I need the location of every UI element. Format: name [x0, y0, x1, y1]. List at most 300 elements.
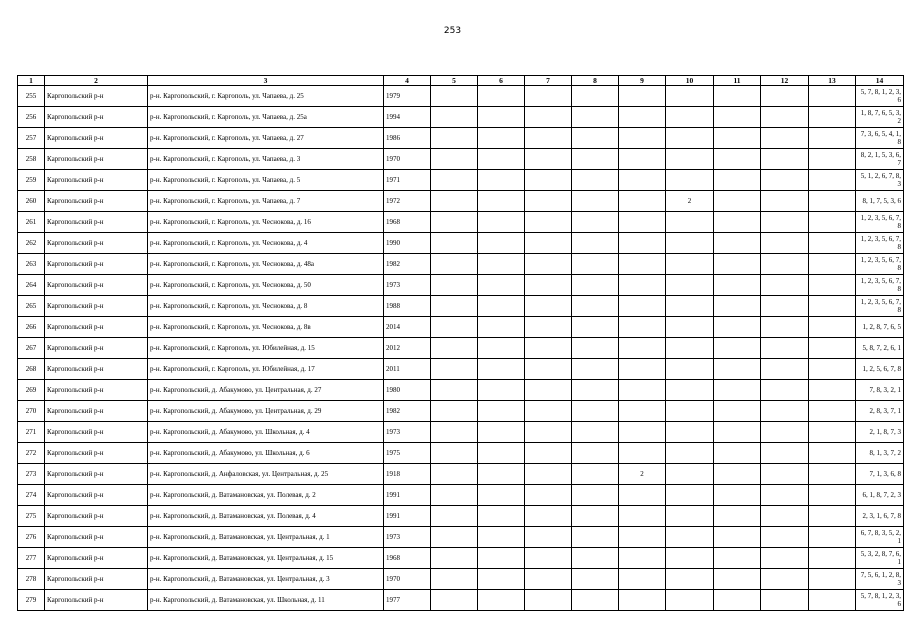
cell-year: 1971	[384, 170, 431, 191]
column-header: 9	[619, 76, 666, 86]
cell-row-number: 268	[18, 359, 45, 380]
cell-col-12	[761, 443, 809, 464]
cell-col-9	[619, 296, 666, 317]
cell-col-9	[619, 233, 666, 254]
cell-col-5	[431, 527, 478, 548]
cell-col-5	[431, 338, 478, 359]
cell-district: Каргопольский р-н	[45, 506, 148, 527]
cell-col-8	[572, 107, 619, 128]
cell-col-11	[714, 170, 761, 191]
cell-col-13	[809, 548, 856, 569]
cell-col-5	[431, 275, 478, 296]
cell-row-number: 260	[18, 191, 45, 212]
table-row	[18, 107, 904, 128]
cell-col-14: 7, 8, 3, 2, 1	[856, 380, 904, 401]
cell-address: р-н. Каргопольский, д. Ватамановская, ул. Школьная, д. 11	[148, 590, 384, 611]
cell-row-number: 258	[18, 149, 45, 170]
cell-col-10	[666, 170, 714, 191]
cell-col-10	[666, 548, 714, 569]
table-row	[18, 233, 904, 254]
table-row	[18, 149, 904, 170]
cell-col-7	[525, 569, 572, 590]
cell-col-12	[761, 275, 809, 296]
cell-col-13	[809, 275, 856, 296]
cell-row-number: 269	[18, 380, 45, 401]
cell-col-9	[619, 359, 666, 380]
cell-col-5	[431, 380, 478, 401]
cell-year: 1968	[384, 548, 431, 569]
cell-col-7	[525, 128, 572, 149]
cell-col-7	[525, 443, 572, 464]
cell-col-14: 1, 2, 3, 5, 6, 7, 8	[856, 275, 904, 296]
cell-address: р-н. Каргопольский, д. Ватамановская, ул. Центральная, д. 3	[148, 569, 384, 590]
cell-year: 1994	[384, 107, 431, 128]
column-header: 8	[572, 76, 619, 86]
cell-col-6	[478, 401, 525, 422]
cell-col-7	[525, 338, 572, 359]
cell-col-13	[809, 86, 856, 107]
cell-col-10	[666, 485, 714, 506]
cell-col-6	[478, 212, 525, 233]
cell-year: 1918	[384, 464, 431, 485]
cell-year: 1973	[384, 275, 431, 296]
cell-col-11	[714, 254, 761, 275]
cell-year: 1973	[384, 527, 431, 548]
cell-col-6	[478, 275, 525, 296]
cell-district: Каргопольский р-н	[45, 464, 148, 485]
table-row	[18, 443, 904, 464]
cell-col-13	[809, 254, 856, 275]
cell-col-14: 8, 1, 7, 5, 3, 6	[856, 191, 904, 212]
cell-col-8	[572, 275, 619, 296]
cell-col-9	[619, 527, 666, 548]
cell-col-6	[478, 170, 525, 191]
cell-col-9	[619, 380, 666, 401]
cell-col-12	[761, 380, 809, 401]
cell-district: Каргопольский р-н	[45, 191, 148, 212]
cell-col-6	[478, 338, 525, 359]
cell-col-13	[809, 128, 856, 149]
cell-district: Каргопольский р-н	[45, 275, 148, 296]
cell-col-10	[666, 86, 714, 107]
cell-address: р-н. Каргопольский, д. Абакумово, ул. Школьная, д. 6	[148, 443, 384, 464]
cell-col-12	[761, 149, 809, 170]
cell-col-12	[761, 296, 809, 317]
cell-address: р-н. Каргопольский, г. Каргополь, ул. Чеснокова, д. 48а	[148, 254, 384, 275]
cell-col-8	[572, 149, 619, 170]
cell-col-13	[809, 233, 856, 254]
cell-col-9	[619, 317, 666, 338]
cell-district: Каргопольский р-н	[45, 296, 148, 317]
cell-col-12	[761, 128, 809, 149]
cell-col-9	[619, 254, 666, 275]
cell-col-11	[714, 485, 761, 506]
cell-col-13	[809, 401, 856, 422]
cell-col-14: 5, 7, 8, 1, 2, 3, 6	[856, 86, 904, 107]
cell-col-14: 1, 2, 3, 5, 6, 7, 8	[856, 212, 904, 233]
cell-col-7	[525, 527, 572, 548]
table-row	[18, 485, 904, 506]
cell-col-6	[478, 422, 525, 443]
cell-col-5	[431, 317, 478, 338]
cell-district: Каргопольский р-н	[45, 128, 148, 149]
cell-row-number: 274	[18, 485, 45, 506]
cell-col-11	[714, 590, 761, 611]
cell-col-12	[761, 527, 809, 548]
cell-col-9	[619, 548, 666, 569]
cell-col-8	[572, 128, 619, 149]
cell-district: Каргопольский р-н	[45, 485, 148, 506]
cell-col-9	[619, 170, 666, 191]
cell-col-14: 1, 2, 3, 5, 6, 7, 8	[856, 296, 904, 317]
cell-col-11	[714, 212, 761, 233]
cell-col-12	[761, 107, 809, 128]
cell-col-5	[431, 191, 478, 212]
cell-col-14: 7, 3, 6, 5, 4, 1, 8	[856, 128, 904, 149]
cell-col-5	[431, 212, 478, 233]
cell-col-12	[761, 359, 809, 380]
cell-col-5	[431, 506, 478, 527]
cell-col-8	[572, 422, 619, 443]
cell-col-7	[525, 107, 572, 128]
cell-col-5	[431, 254, 478, 275]
cell-row-number: 255	[18, 86, 45, 107]
cell-col-8	[572, 170, 619, 191]
cell-year: 1988	[384, 296, 431, 317]
cell-col-13	[809, 527, 856, 548]
cell-address: р-н. Каргопольский, г. Каргополь, ул. Чеснокова, д. 16	[148, 212, 384, 233]
page-number: 253	[443, 26, 462, 36]
cell-col-14: 5, 7, 8, 1, 2, 3, 6	[856, 590, 904, 611]
cell-col-6	[478, 464, 525, 485]
cell-col-13	[809, 149, 856, 170]
cell-col-6	[478, 443, 525, 464]
cell-col-14: 5, 1, 2, 6, 7, 8, 3	[856, 170, 904, 191]
cell-district: Каргопольский р-н	[45, 149, 148, 170]
cell-year: 1972	[384, 191, 431, 212]
cell-year: 1970	[384, 569, 431, 590]
cell-col-12	[761, 401, 809, 422]
cell-col-13	[809, 296, 856, 317]
column-header: 11	[714, 76, 761, 86]
cell-row-number: 267	[18, 338, 45, 359]
cell-col-10	[666, 254, 714, 275]
table-row	[18, 548, 904, 569]
cell-row-number: 277	[18, 548, 45, 569]
cell-district: Каргопольский р-н	[45, 254, 148, 275]
cell-col-11	[714, 296, 761, 317]
cell-col-14: 6, 7, 8, 3, 5, 2, 1	[856, 527, 904, 548]
cell-col-13	[809, 191, 856, 212]
cell-col-9	[619, 338, 666, 359]
cell-col-7	[525, 359, 572, 380]
cell-col-6	[478, 506, 525, 527]
cell-address: р-н. Каргопольский, г. Каргополь, ул. Чапаева, д. 3	[148, 149, 384, 170]
header-row	[18, 76, 904, 86]
column-header: 3	[148, 76, 384, 86]
table-row	[18, 338, 904, 359]
cell-col-5	[431, 233, 478, 254]
cell-district: Каргопольский р-н	[45, 443, 148, 464]
cell-col-14: 1, 8, 7, 6, 5, 3, 2	[856, 107, 904, 128]
cell-col-14: 6, 1, 8, 7, 2, 3	[856, 485, 904, 506]
cell-address: р-н. Каргопольский, д. Абакумово, ул. Центральная, д. 29	[148, 401, 384, 422]
cell-year: 1986	[384, 128, 431, 149]
cell-col-12	[761, 254, 809, 275]
cell-col-8	[572, 506, 619, 527]
cell-col-7	[525, 590, 572, 611]
cell-col-8	[572, 380, 619, 401]
cell-col-14: 1, 2, 5, 6, 7, 8	[856, 359, 904, 380]
cell-row-number: 256	[18, 107, 45, 128]
cell-district: Каргопольский р-н	[45, 212, 148, 233]
cell-row-number: 259	[18, 170, 45, 191]
cell-district: Каргопольский р-н	[45, 170, 148, 191]
cell-col-9	[619, 191, 666, 212]
cell-col-8	[572, 317, 619, 338]
cell-year: 1973	[384, 422, 431, 443]
cell-col-13	[809, 359, 856, 380]
cell-col-5	[431, 485, 478, 506]
cell-row-number: 278	[18, 569, 45, 590]
cell-col-10	[666, 380, 714, 401]
cell-year: 1990	[384, 233, 431, 254]
cell-year: 1991	[384, 485, 431, 506]
cell-col-6	[478, 380, 525, 401]
cell-col-7	[525, 548, 572, 569]
cell-col-11	[714, 107, 761, 128]
table-row	[18, 569, 904, 590]
cell-col-8	[572, 569, 619, 590]
cell-col-6	[478, 590, 525, 611]
cell-col-11	[714, 380, 761, 401]
cell-col-12	[761, 569, 809, 590]
table-row	[18, 527, 904, 548]
cell-col-11	[714, 338, 761, 359]
cell-col-14: 1, 2, 3, 5, 6, 7, 8	[856, 254, 904, 275]
cell-col-9	[619, 128, 666, 149]
cell-col-10	[666, 338, 714, 359]
cell-col-5	[431, 359, 478, 380]
cell-col-13	[809, 212, 856, 233]
cell-col-8	[572, 212, 619, 233]
cell-col-14: 5, 3, 2, 8, 7, 6, 1	[856, 548, 904, 569]
cell-col-8	[572, 338, 619, 359]
table-row	[18, 401, 904, 422]
cell-row-number: 279	[18, 590, 45, 611]
cell-col-14: 1, 2, 8, 7, 6, 5	[856, 317, 904, 338]
cell-col-14: 1, 2, 3, 5, 6, 7, 8	[856, 233, 904, 254]
cell-col-12	[761, 506, 809, 527]
cell-col-7	[525, 464, 572, 485]
cell-col-11	[714, 128, 761, 149]
cell-col-12	[761, 464, 809, 485]
cell-row-number: 261	[18, 212, 45, 233]
cell-col-6	[478, 191, 525, 212]
table-row	[18, 359, 904, 380]
cell-col-12	[761, 233, 809, 254]
column-header: 12	[761, 76, 809, 86]
cell-year: 1991	[384, 506, 431, 527]
cell-col-10	[666, 422, 714, 443]
cell-col-14: 7, 5, 6, 1, 2, 8, 3	[856, 569, 904, 590]
cell-address: р-н. Каргопольский, г. Каргополь, ул. Юбилейная, д. 15	[148, 338, 384, 359]
cell-col-9	[619, 86, 666, 107]
cell-district: Каргопольский р-н	[45, 107, 148, 128]
cell-row-number: 257	[18, 128, 45, 149]
cell-col-13	[809, 590, 856, 611]
cell-col-10	[666, 590, 714, 611]
cell-col-11	[714, 401, 761, 422]
cell-col-14: 2, 8, 3, 7, 1	[856, 401, 904, 422]
table-row	[18, 128, 904, 149]
cell-address: р-н. Каргопольский, д. Ватамановская, ул. Центральная, д. 15	[148, 548, 384, 569]
cell-col-12	[761, 317, 809, 338]
cell-col-6	[478, 296, 525, 317]
table-row	[18, 254, 904, 275]
cell-col-11	[714, 359, 761, 380]
cell-col-12	[761, 191, 809, 212]
cell-col-13	[809, 485, 856, 506]
cell-district: Каргопольский р-н	[45, 338, 148, 359]
cell-col-13	[809, 338, 856, 359]
cell-col-11	[714, 233, 761, 254]
cell-col-8	[572, 359, 619, 380]
cell-address: р-н. Каргопольский, г. Каргополь, ул. Чапаева, д. 25а	[148, 107, 384, 128]
cell-address: р-н. Каргопольский, д. Анфаловская, ул. Центральная, д. 25	[148, 464, 384, 485]
cell-col-8	[572, 548, 619, 569]
cell-col-10	[666, 569, 714, 590]
cell-col-7	[525, 191, 572, 212]
cell-col-8	[572, 233, 619, 254]
cell-col-11	[714, 464, 761, 485]
cell-row-number: 265	[18, 296, 45, 317]
cell-col-7	[525, 212, 572, 233]
cell-district: Каргопольский р-н	[45, 590, 148, 611]
cell-col-13	[809, 506, 856, 527]
cell-col-5	[431, 86, 478, 107]
cell-col-10	[666, 317, 714, 338]
cell-col-9	[619, 149, 666, 170]
cell-row-number: 275	[18, 506, 45, 527]
cell-col-9	[619, 107, 666, 128]
table-row	[18, 317, 904, 338]
cell-col-8	[572, 401, 619, 422]
cell-col-10	[666, 464, 714, 485]
cell-col-12	[761, 548, 809, 569]
cell-year: 2014	[384, 317, 431, 338]
cell-col-5	[431, 569, 478, 590]
cell-col-10	[666, 527, 714, 548]
cell-year: 1979	[384, 86, 431, 107]
cell-address: р-н. Каргопольский, г. Каргополь, ул. Чапаева, д. 25	[148, 86, 384, 107]
cell-col-6	[478, 86, 525, 107]
cell-col-7	[525, 506, 572, 527]
cell-district: Каргопольский р-н	[45, 527, 148, 548]
cell-col-8	[572, 296, 619, 317]
cell-col-11	[714, 548, 761, 569]
cell-year: 1975	[384, 443, 431, 464]
cell-address: р-н. Каргопольский, д. Ватамановская, ул. Центральная, д. 1	[148, 527, 384, 548]
cell-col-5	[431, 422, 478, 443]
cell-address: р-н. Каргопольский, д. Абакумово, ул. Школьная, д. 4	[148, 422, 384, 443]
cell-col-14: 5, 8, 7, 2, 6, 1	[856, 338, 904, 359]
cell-col-14: 8, 2, 1, 5, 3, 6, 7	[856, 149, 904, 170]
cell-col-7	[525, 233, 572, 254]
cell-col-11	[714, 86, 761, 107]
cell-col-12	[761, 212, 809, 233]
cell-row-number: 263	[18, 254, 45, 275]
cell-col-11	[714, 275, 761, 296]
cell-col-10	[666, 401, 714, 422]
cell-row-number: 271	[18, 422, 45, 443]
cell-col-10	[666, 443, 714, 464]
cell-col-12	[761, 422, 809, 443]
cell-col-5	[431, 401, 478, 422]
table-row	[18, 590, 904, 611]
cell-address: р-н. Каргопольский, г. Каргополь, ул. Чапаева, д. 7	[148, 191, 384, 212]
cell-col-8	[572, 464, 619, 485]
cell-col-13	[809, 170, 856, 191]
cell-address: р-н. Каргопольский, д. Ватамановская, ул. Полевая, д. 2	[148, 485, 384, 506]
cell-col-5	[431, 464, 478, 485]
cell-col-11	[714, 149, 761, 170]
cell-address: р-н. Каргопольский, г. Каргополь, ул. Чеснокова, д. 50	[148, 275, 384, 296]
table-row	[18, 86, 904, 107]
column-header: 5	[431, 76, 478, 86]
cell-col-5	[431, 107, 478, 128]
table-row	[18, 506, 904, 527]
cell-district: Каргопольский р-н	[45, 86, 148, 107]
table-row	[18, 275, 904, 296]
cell-col-9	[619, 275, 666, 296]
cell-year: 2012	[384, 338, 431, 359]
cell-col-7	[525, 317, 572, 338]
cell-district: Каргопольский р-н	[45, 548, 148, 569]
cell-row-number: 272	[18, 443, 45, 464]
cell-col-10	[666, 233, 714, 254]
cell-col-11	[714, 569, 761, 590]
cell-col-11	[714, 527, 761, 548]
cell-col-9	[619, 506, 666, 527]
cell-col-10	[666, 506, 714, 527]
cell-col-7	[525, 275, 572, 296]
cell-col-9	[619, 401, 666, 422]
cell-year: 1970	[384, 149, 431, 170]
table-row	[18, 380, 904, 401]
cell-col-11	[714, 443, 761, 464]
cell-col-10	[666, 128, 714, 149]
cell-district: Каргопольский р-н	[45, 359, 148, 380]
cell-row-number: 273	[18, 464, 45, 485]
cell-col-13	[809, 107, 856, 128]
cell-col-7	[525, 254, 572, 275]
cell-address: р-н. Каргопольский, г. Каргополь, ул. Чапаева, д. 5	[148, 170, 384, 191]
cell-col-9	[619, 569, 666, 590]
column-header: 14	[856, 76, 904, 86]
table-row	[18, 464, 904, 485]
cell-col-7	[525, 401, 572, 422]
cell-col-6	[478, 254, 525, 275]
table-row	[18, 422, 904, 443]
cell-row-number: 270	[18, 401, 45, 422]
cell-col-13	[809, 464, 856, 485]
cell-col-6	[478, 548, 525, 569]
cell-col-10	[666, 212, 714, 233]
cell-district: Каргопольский р-н	[45, 380, 148, 401]
cell-col-10	[666, 296, 714, 317]
cell-col-14: 2, 1, 8, 7, 3	[856, 422, 904, 443]
